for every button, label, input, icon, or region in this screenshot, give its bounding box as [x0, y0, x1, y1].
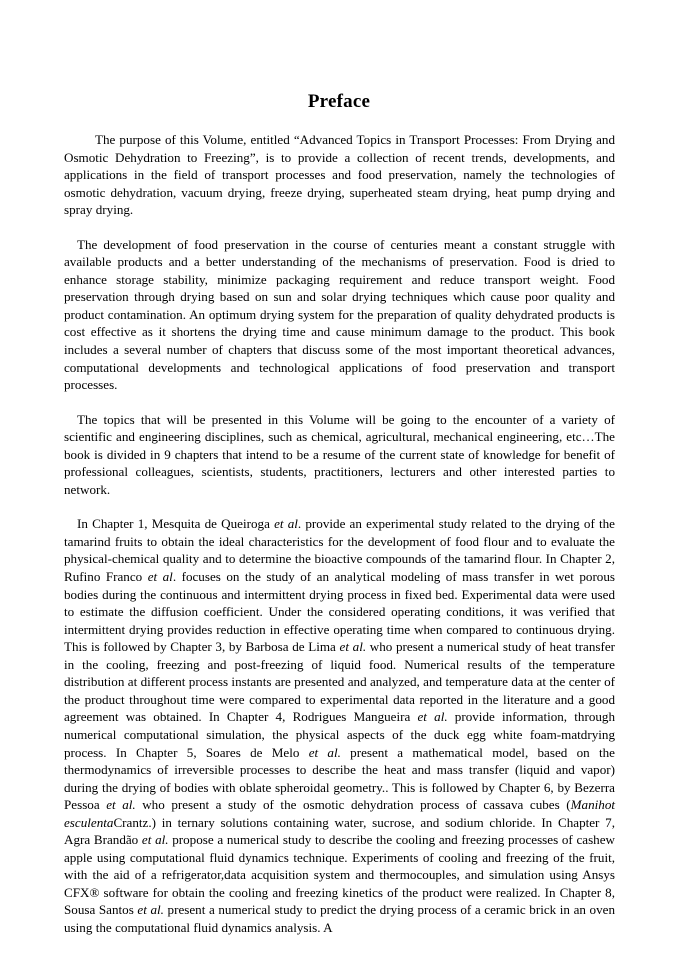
italic-run: et al. [106, 797, 136, 813]
text-run: provide information, through numerical computational simulation, the physical aspects of the duck egg white foam-matdrying process. In Chapter 5, Soares de Melo [64, 709, 616, 760]
paragraph-topics [64, 411, 615, 499]
text-run: The topics that will be presented in this Volume will be going to the encounter of a variety of scientific and engineering disciplines, such as chemical, agricultural, mechanical engineering, etc…The book is divided in 9 chapters that intend to be a resume of the current state of knowledge for benefit of professional colleagues, scientists, students, practitioners, lecturers and other interested parties to network. [64, 411, 615, 497]
text-run: . provide an experimental study related to the drying of the tamarind fruits to obtain the ideal characteristics for the development of food flour and to evaluate the physical-chemical quality and to determine the bioactive compounds of the tamarind flour. In Chapter 2, Rufino Franco [64, 516, 615, 585]
italic-run: et al. [308, 744, 341, 760]
text-run: propose a numerical study to describe the cooling and freezing processes of cashew apple using computational fluid dynamics technique. Experiments of cooling and freezing of the fruit, with the aid of a refrigerator,data acquisition system and thermocouples, and simulation using Ansys CFX® software for obtain the cooling and freezing kinetics of the product were realized. In Chapter 8, Sousa Santos [64, 832, 616, 918]
text-run: . focuses on the study of an analytical modeling of mass transfer in wet porous bodies during the continuous and intermittent drying process in fixed bed. Experimental data were used to estimate the diffusion coefficient. Under the considered operating conditions, it was verified that intermittent drying provides reduction in effective operating time when compared to continuous drying. This is followed by Chapter 3, by Barbosa de Lima [64, 569, 615, 655]
italic-run: et al. [417, 709, 448, 725]
text-run: In Chapter 1, Mesquita de Queiroga [77, 516, 275, 532]
text-run: who present a study of the osmotic dehydration process of cassava cubes ( [135, 797, 571, 813]
text-run: present a numerical study to predict the drying process of a ceramic brick in an oven using the computational fluid dynamics analysis. A [64, 902, 616, 935]
text-run: who present a numerical study of heat transfer in the cooling, freezing and post-freezing of liquid food. Numerical results of the temperature distribution at different process instants are presented and analyzed, and temperature data at the center of the product throughout time were compared to experimental data reported in the literature and a good agreement was obtained. In Chapter 4, Rodrigues Mangueira [64, 639, 615, 725]
text-run: The development of food preservation in the course of centuries meant a constant struggle with available products and a better understanding of the mechanisms of preservation. Food is dried to enhance storage stability, minimize packaging requirement and reduce transport weight. Food preservation through drying based on sun and solar drying techniques which cause poor quality and product contamination. An optimum drying system for the preparation of quality dehydrated products is cost effective as it shortens the drying time and cause minimum damage to the product. This book includes a several number of chapters that discuss some of the most important theoretical advances, computational developments and technological applications of food preservation and transport processes. [64, 236, 615, 393]
paragraph-development [64, 236, 615, 394]
italic-run: Manihot esculenta [64, 797, 616, 830]
text-run: The purpose of this Volume, entitled “Advanced Topics in Transport Processes: From Drying and Osmotic Dehydration to Freezing”, is to provide a collection of recent trends, developments, and applications in the field of transport processes and food preservation, namely the technologies of osmotic dehydration, vacuum drying, freeze drying, superheated steam drying, heat pump drying and spray drying. [64, 132, 615, 218]
italic-run: et al. [141, 832, 169, 848]
page-title: Preface [307, 90, 371, 112]
text-run: present a mathematical model, based on the thermodynamics of irreversible processes to describe the heat and mass transfer (liquid and vapor) during the drying of bodies with oblate spheroidal geometry.. This is followed by Chapter 6, by Bezerra Pessoa [64, 744, 615, 813]
paragraph-purpose [64, 131, 615, 219]
preface-body [64, 131, 615, 937]
italic-run: et al [147, 569, 173, 585]
paragraph-chapters [64, 515, 615, 936]
text-run: Crantz.) in ternary solutions containing water, sucrose, and sodium chloride. In Chapter 7, Agra Brandão [64, 814, 615, 848]
italic-run: et al. [339, 639, 367, 655]
italic-run: et al [274, 516, 298, 532]
italic-run: et al. [137, 902, 164, 918]
